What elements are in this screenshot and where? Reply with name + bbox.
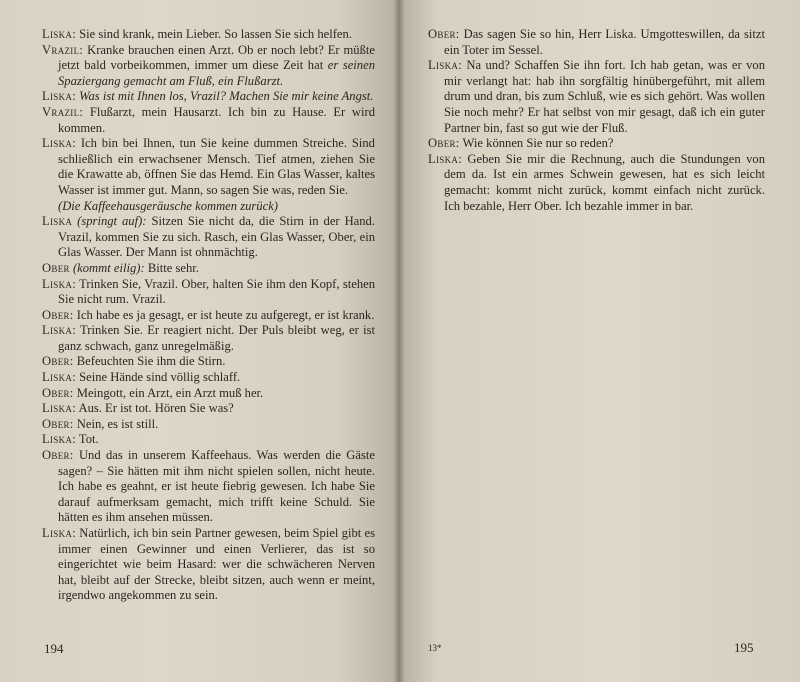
- speaker-name: Liska:: [42, 276, 76, 291]
- speaker-name: Liska:: [428, 151, 462, 166]
- dialogue-text: Geben Sie mir die Rechnung, auch die Stundungen von dem da. Ist ein armes Schwein gewesen, hat es sich leicht gemacht: kommt nicht zurück, kommt einfach nicht zurück. Ich bezahle, Herr Ober. Ich bezahle immer in bar.: [444, 151, 765, 213]
- speaker-direction: (kommt eilig):: [72, 260, 145, 275]
- speaker-name: Liska:: [42, 136, 76, 151]
- dialogue-line: [42, 261, 375, 277]
- dialogue-text: Na und? Schaffen Sie ihn fort. Ich hab getan, was er von mir verlangt hat: hab ihn sorgfältig hinübergeführt, mit allem drum und dran, bis zum Schluß, wie es sich gehört. Was wollen Sie noch mehr? Er hat selbst von mir gesagt, daß ich ein guter Partner bin, fast so gut wie der Fluß.: [444, 58, 765, 135]
- left-page-text: [42, 27, 375, 604]
- dialogue-text: Wie können Sie nur so reden?: [462, 136, 614, 151]
- dialogue-text: Flußarzt, mein Hausarzt. Ich bin zu Hause. Er wird kommen.: [58, 104, 375, 135]
- dialogue-text: Befeuchten Sie ihm die Stirn.: [76, 354, 226, 369]
- signature-mark: 13*: [428, 643, 442, 653]
- dialogue-text: Seine Hände sind völlig schlaff.: [79, 370, 241, 385]
- dialogue-text-italic: er seinen Spaziergang gemacht am Fluß, ein Flußarzt.: [58, 58, 375, 88]
- dialogue-text: Trinken Sie, Vrazil. Ober, halten Sie ihm den Kopf, stehen Sie nicht rum. Vrazil.: [58, 276, 376, 307]
- speaker-name: Liska:: [42, 89, 76, 104]
- dialogue-line: [42, 370, 375, 386]
- speaker-name: Liska:: [42, 323, 76, 338]
- speaker-name: Ober:: [42, 385, 74, 400]
- speaker-name: Vrazil:: [42, 104, 84, 119]
- dialogue-line: [42, 323, 375, 354]
- dialogue-text: Sie sind krank, mein Lieber. So lassen Sie sich helfen.: [79, 27, 352, 41]
- dialogue-text: Sitzen Sie nicht da, die Stirn in der Hand. Vrazil, kommen Sie zu sich. Rasch, ein Glas Wasser, Ober, ein Glas Wasser. Der Mann ist ohnmächtig.: [58, 214, 376, 260]
- dialogue-line: [428, 27, 765, 58]
- dialogue-text: Das sagen Sie so hin, Herr Liska. Umgotteswillen, da sitzt ein Toter im Sessel.: [444, 27, 765, 57]
- dialogue-text: Und das in unserem Kaffeehaus. Was werden die Gäste sagen? – Sie hätten mit ihm nicht spielen sollen, nicht heute. Ich habe es geahnt, er ist heute fiebrig gewesen. Ich habe Sie darauf aufmerksam gemacht, mich trifft keine Schuld. Sie hätten es ihm ansehen müssen.: [58, 448, 375, 525]
- speaker-name: Liska:: [42, 27, 76, 41]
- left-page: [0, 0, 398, 682]
- dialogue-line: [42, 136, 375, 198]
- speaker-name: Ober:: [42, 354, 74, 369]
- dialogue-line: [42, 27, 375, 43]
- speaker-name: Liska:: [42, 432, 76, 447]
- dialogue-line: [428, 136, 765, 152]
- dialogue-line: [42, 386, 375, 402]
- dialogue-line: [42, 417, 375, 433]
- right-page-text: [428, 27, 765, 214]
- speaker-name: Ober:: [42, 448, 74, 463]
- dialogue-text: Kranke brauchen einen Arzt. Ob er noch lebt? Er müßte jetzt bald vorbeikommen, immer um diese Zeit hat: [58, 42, 375, 73]
- speaker-name: Liska: [42, 214, 73, 229]
- dialogue-line: [428, 152, 765, 214]
- stage-direction: (Die Kaffeehausgeräusche kommen zurück): [58, 198, 278, 213]
- speaker-direction: (springt auf):: [77, 214, 147, 229]
- dialogue-line: [42, 448, 375, 526]
- dialogue-line: [428, 58, 765, 136]
- dialogue-text: Ich habe es ja gesagt, er ist heute zu aufgeregt, er ist krank.: [76, 307, 375, 322]
- dialogue-line: [42, 354, 375, 370]
- book-gutter: [393, 0, 405, 682]
- speaker-name: Liska:: [428, 58, 462, 73]
- speaker-name: Liska:: [42, 401, 76, 416]
- dialogue-line: [42, 308, 375, 324]
- speaker-name: Ober: [42, 260, 70, 275]
- dialogue-line: [42, 105, 375, 136]
- right-page: [398, 0, 800, 682]
- speaker-name: Liska:: [42, 370, 76, 385]
- dialogue-line: [42, 277, 375, 308]
- dialogue-line: [42, 43, 375, 90]
- dialogue-text: Meingott, ein Arzt, ein Arzt muß her.: [76, 385, 264, 400]
- page-number-left: 194: [44, 641, 64, 656]
- dialogue-line: [42, 214, 375, 261]
- dialogue-line: [42, 526, 375, 604]
- dialogue-text: Bitte sehr.: [147, 260, 199, 275]
- dialogue-text: Ich bin bei Ihnen, tun Sie keine dummen Streiche. Sind schließlich ein erwachsener Mensch. Tief atmen, ziehen Sie die Krawatte ab, öffnen Sie das Hemd. Ein Glas Wasser, kaltes Wasser ist immer gut. Mann, so sagen Sie was, reden Sie.: [58, 136, 375, 197]
- dialogue-text: Nein, es ist still.: [76, 416, 159, 431]
- dialogue-line: [42, 401, 375, 417]
- page-number-right: 195: [734, 640, 754, 655]
- speaker-name: Vrazil:: [42, 42, 84, 57]
- dialogue-text: Tot.: [78, 432, 99, 447]
- dialogue-text: Trinken Sie. Er reagiert nicht. Der Puls bleibt weg, er ist ganz schwach, ganz unregelmäßig.: [58, 323, 375, 353]
- speaker-name: Ober:: [42, 416, 74, 431]
- speaker-name: Ober:: [428, 27, 460, 41]
- dialogue-text: Natürlich, ich bin sein Partner gewesen, beim Spiel gibt es immer einen Gewinner und einen Verlierer, das ist so eingerichtet wie beim Hasard: wer die schwächeren Nerven hat, bleibt auf der Strecke, bleibt sitzen, auch wenn er meint, irgendwo angekommen zu sein.: [58, 526, 375, 603]
- dialogue-line: [42, 432, 375, 448]
- dialogue-text: Aus. Er ist tot. Hören Sie was?: [78, 401, 234, 416]
- speaker-name: Liska:: [42, 526, 76, 540]
- speaker-name: Ober:: [428, 136, 460, 151]
- speaker-name: Ober:: [42, 307, 74, 322]
- dialogue-text-italic: Was ist mit Ihnen los, Vrazil? Machen Sie mir keine Angst.: [79, 89, 374, 104]
- dialogue-line: [42, 89, 375, 105]
